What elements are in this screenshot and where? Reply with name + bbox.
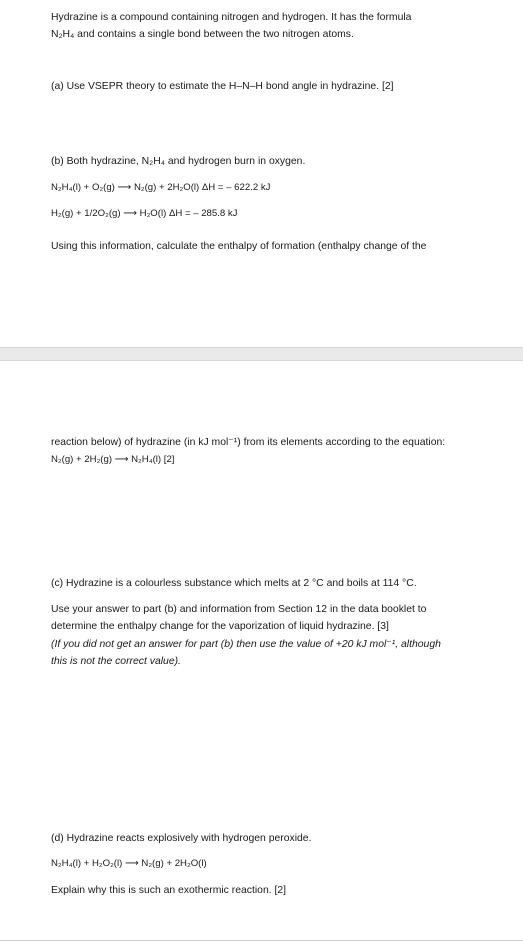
equation-hydrogen-combustion: H₂(g) + 1/2O₂(g) ⟶ H₂O(l) ΔH = – 285.8 kJ: [51, 208, 238, 219]
question-c-line-1: (c) Hydrazine is a colourless substance which melts at 2 °C and boils at 114 °C.: [51, 578, 417, 589]
question-d-line-1: (d) Hydrazine reacts explosively with hydrogen peroxide.: [51, 833, 312, 844]
equation-peroxide-reaction: N₂H₄(l) + H₂O₂(l) ⟶ N₂(g) + 2H₂O(l): [51, 858, 207, 869]
intro-line-2: N₂H₄ and contains a single bond between the two nitrogen atoms.: [51, 29, 354, 40]
equation-hydrazine-combustion: N₂H₄(l) + O₂(g) ⟶ N₂(g) + 2H₂O(l) ΔH = – 622.2 kJ: [51, 182, 271, 193]
question-c-line-2: Use your answer to part (b) and information from Section 12 in the data booklet to: [51, 604, 427, 615]
question-a: (a) Use VSEPR theory to estimate the H–N–H bond angle in hydrazine. [2]: [51, 81, 394, 92]
question-b-text-2: reaction below) of hydrazine (in kJ mol⁻¹) from its elements according to the equation:: [51, 437, 446, 448]
question-c-note-1: (If you did not get an answer for part (b) then use the value of +20 kJ mol⁻¹, although: [51, 639, 441, 650]
question-b-text-1: Using this information, calculate the enthalpy of formation (enthalpy change of the: [51, 241, 427, 252]
page-separator: [0, 347, 523, 361]
question-b-intro: (b) Both hydrazine, N₂H₄ and hydrogen burn in oxygen.: [51, 156, 306, 167]
bottom-rule: [0, 940, 523, 941]
question-d-line-2: Explain why this is such an exothermic reaction. [2]: [51, 885, 287, 896]
equation-formation: N₂(g) + 2H₂(g) ⟶ N₂H₄(l) [2]: [51, 454, 175, 465]
question-c-note-2: this is not the correct value).: [51, 656, 181, 667]
question-c-line-3: determine the enthalpy change for the vaporization of liquid hydrazine. [3]: [51, 621, 389, 632]
intro-line-1: Hydrazine is a compound containing nitrogen and hydrogen. It has the formula: [51, 12, 412, 23]
